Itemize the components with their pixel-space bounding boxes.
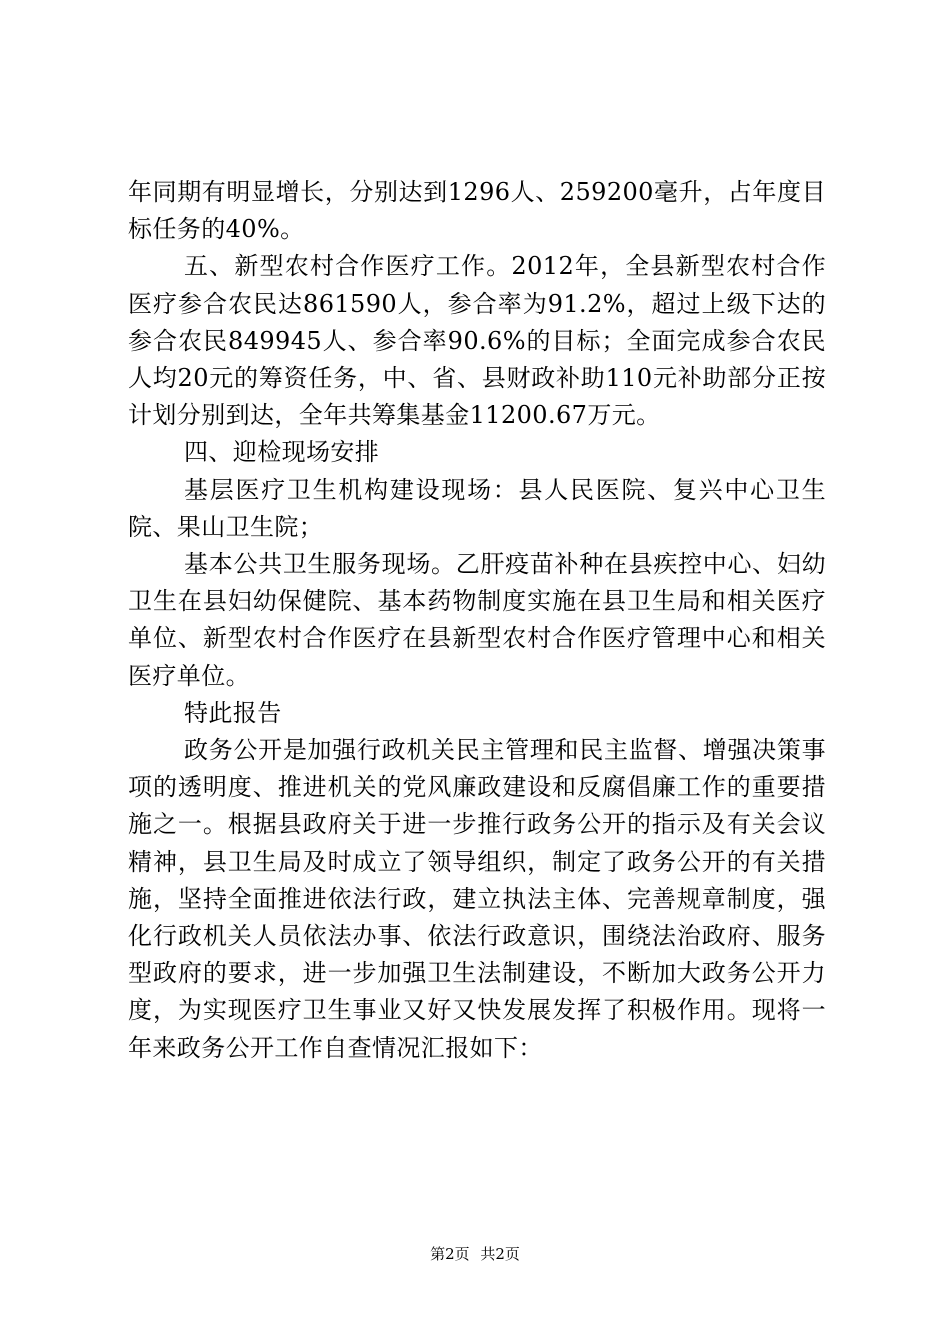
paragraph-2: 五、新型农村合作医疗工作。2012年，全县新型农村合作医疗参合农民达861590人，参合率为91.2%，超过上级下达的参合农民849945人、参合率90.6%的目标；全面完成参合农民人均20元的筹资任务，中、省、县财政补助110元补助部分正按计划分别到达，全年共筹集基金11200.67万元。: [128, 252, 826, 430]
page-total: 共2页: [480, 1245, 520, 1263]
page-number: 第2页: [430, 1245, 470, 1263]
paragraph-4: 基层医疗卫生机构建设现场：县人民医院、复兴中心卫生院、果山卫生院；: [128, 475, 826, 541]
paragraph-5: 基本公共卫生服务现场。乙肝疫苗补种在县疾控中心、妇幼卫生在县妇幼保健院、基本药物制度实施在县卫生局和相关医疗单位、新型农村合作医疗在县新型农村合作医疗管理中心和相关医疗单位。: [128, 550, 826, 690]
closing-line: 特此报告: [184, 698, 282, 727]
section-heading: 四、迎检现场安排: [184, 438, 380, 467]
document-body: [128, 174, 826, 1067]
paragraph-1: 年同期有明显增长，分别达到1296人、259200毫升，占年度目标任务的40%。: [128, 178, 826, 244]
page-footer: [0, 1244, 950, 1264]
paragraph-7: 政务公开是加强行政机关民主管理和民主监督、增强决策事项的透明度、推进机关的党风廉政建设和反腐倡廉工作的重要措施之一。根据县政府关于进一步推行政务公开的指示及有关会议精神，县卫生局及时成立了领导组织，制定了政务公开的有关措施，坚持全面推进依法行政，建立执法主体、完善规章制度，强化行政机关人员依法办事、依法行政意识，围绕法治政府、服务型政府的要求，进一步加强卫生法制建设，不断加大政务公开力度，为实现医疗卫生事业又好又快发展发挥了积极作用。现将一年来政务公开工作自查情况汇报如下：: [128, 736, 826, 1062]
